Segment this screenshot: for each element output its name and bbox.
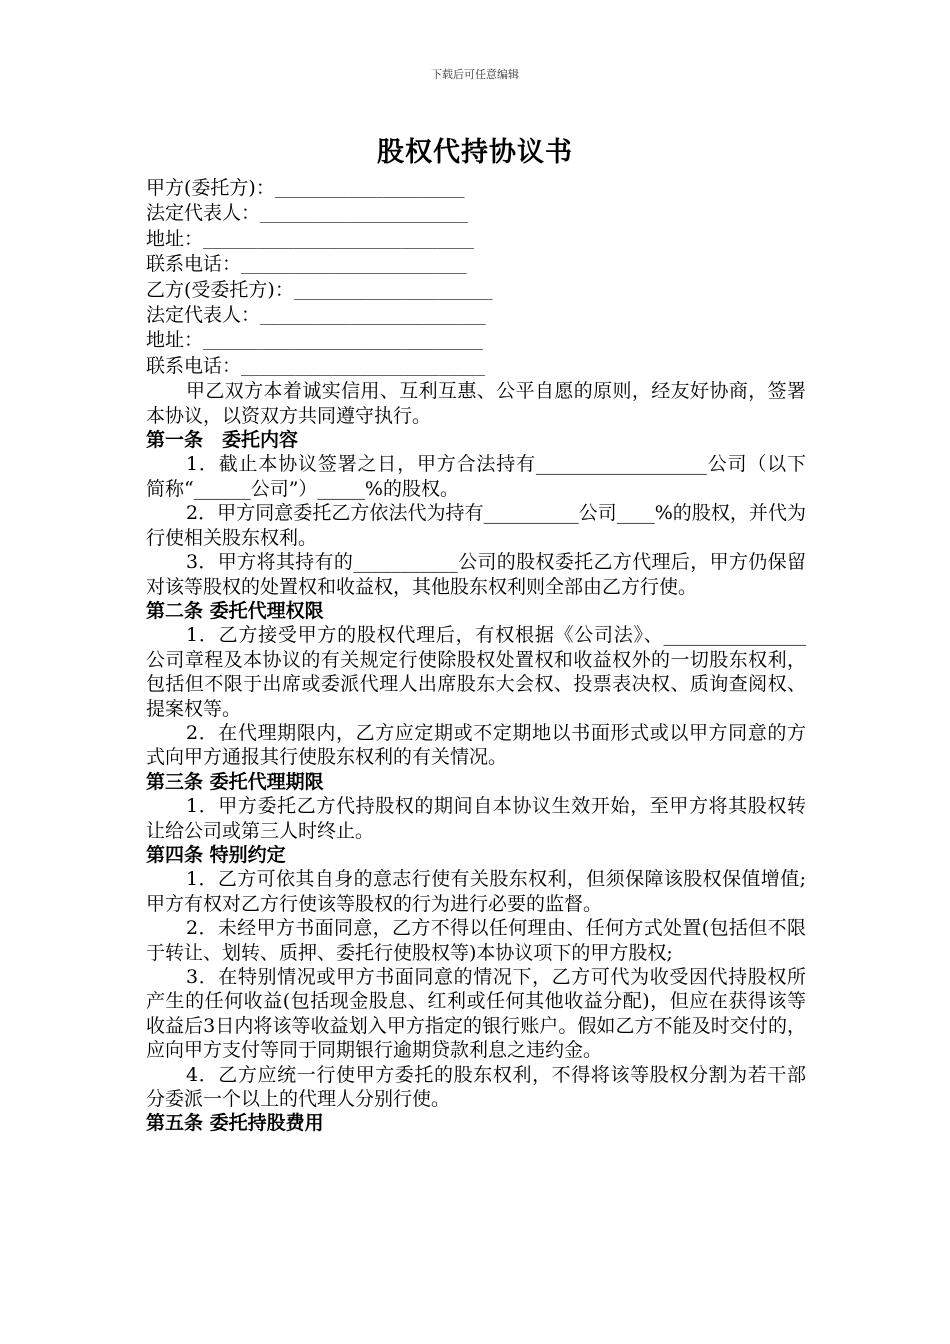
header-note: 下载后可任意编辑: [431, 68, 519, 81]
fill-blank: ___________________________: [241, 357, 485, 376]
party-label: 联系电话：: [146, 253, 242, 276]
party-line: [146, 176, 806, 201]
party-label: 甲方(委托方)：: [146, 177, 275, 199]
fill-blank: _____________________: [274, 180, 465, 198]
party-line: [146, 278, 806, 303]
party-line: [146, 303, 806, 328]
party-line: [146, 328, 806, 353]
article-paragraph: 3．甲方将其持有的___________公司的股权委托乙方代理后，甲方仍保留对该等股权的处置权和收益权，其他股东权利则全部由乙方行使。: [146, 551, 806, 598]
party-label: 法定代表人：: [146, 202, 261, 225]
article-heading: 第四条 特别约定: [146, 843, 286, 866]
fill-blank: ______________________________: [203, 230, 474, 249]
article-paragraph: 1．甲方委托乙方代持股权的期间自本协议生效开始，至甲方将其股权转让给公司或第三人时终止。: [146, 795, 806, 842]
parties-block: [146, 176, 806, 379]
article-paragraph: 4．乙方应统一行使甲方委托的股东权利，不得将该等股权分割为若干部分委派一个以上的代理人分别行使。: [146, 1063, 806, 1111]
fill-blank: _________________________: [260, 307, 486, 326]
document-body: [146, 176, 806, 1136]
document-title: 股权代持协议书: [377, 137, 573, 168]
article-paragraph: 3．在特别情况或甲方书面同意的情况下，乙方可代为收受因代持股权所产生的任何收益(包括现金股息、红利或任何其他收益分配)，但应在获得该等收益后3日内将该等收益划入甲方指定的银行账户。假如乙方不能及时交付的，应向甲方支付等同于同期银行逾期贷款利息之违约金。: [146, 966, 806, 1062]
article-heading: 第五条 委托持股费用: [146, 1112, 324, 1135]
party-line: [146, 354, 806, 379]
fill-blank: _______________________: [260, 205, 468, 224]
article-paragraph: 1．乙方接受甲方的股权代理后，有权根据《公司法》、_______________公司章程及本协议的有关规定行使除股权处置权和收益权外的一切股东权利，包括但不限于出席或委派代理人出席股东大会权、投票表决权、质询查阅权、提案权等。: [146, 624, 806, 720]
article-1: [146, 428, 806, 599]
article-5: [146, 1111, 806, 1135]
fill-blank: _______________________________: [203, 332, 483, 351]
party-label: 地址：: [146, 329, 204, 352]
article-4: [146, 843, 806, 1111]
party-line: [146, 201, 806, 226]
party-line: [146, 252, 806, 277]
party-label: 联系电话：: [146, 354, 242, 377]
article-paragraph: 1．截止本协议签署之日，甲方合法持有__________________公司（以下简称“______公司”）_____%的股权。: [146, 453, 806, 500]
article-3: [146, 770, 806, 843]
fill-blank: ______________________: [293, 281, 493, 300]
article-heading: 第三条 委托代理期限: [146, 770, 324, 793]
article-paragraph: 2．甲方同意委托乙方依法代为持有__________公司____%的股权，并代为行使相关股东权利。: [146, 502, 806, 549]
preamble: 甲乙双方本着诚实信用、互利互惠、公平自愿的原则，经友好协商，签署本协议，以资双方共同遵守执行。: [146, 380, 806, 427]
article-2: [146, 599, 806, 770]
article-heading: 第二条 委托代理权限: [146, 599, 324, 622]
article-paragraph: 2．未经甲方书面同意，乙方不得以任何理由、任何方式处置(包括但不限于转让、划转、质押、委托行使股权等)本协议项下的甲方股权;: [146, 917, 806, 964]
article-heading: 第一条 委托内容: [146, 429, 299, 452]
article-paragraph: 1．乙方可依其自身的意志行使有关股东权利，但须保障该股权保值增值;甲方有权对乙方行使该等股权的行为进行必要的监督。: [146, 868, 806, 915]
fill-blank: _________________________: [241, 256, 467, 275]
article-paragraph: 2．在代理期限内，乙方应定期或不定期地以书面形式或以甲方同意的方式向甲方通报其行使股东权利的有关情况。: [146, 721, 806, 769]
party-label: 法定代表人：: [146, 304, 261, 327]
party-line: [146, 227, 806, 252]
party-label: 乙方(受委托方)：: [146, 278, 294, 301]
party-label: 地址：: [146, 227, 204, 250]
